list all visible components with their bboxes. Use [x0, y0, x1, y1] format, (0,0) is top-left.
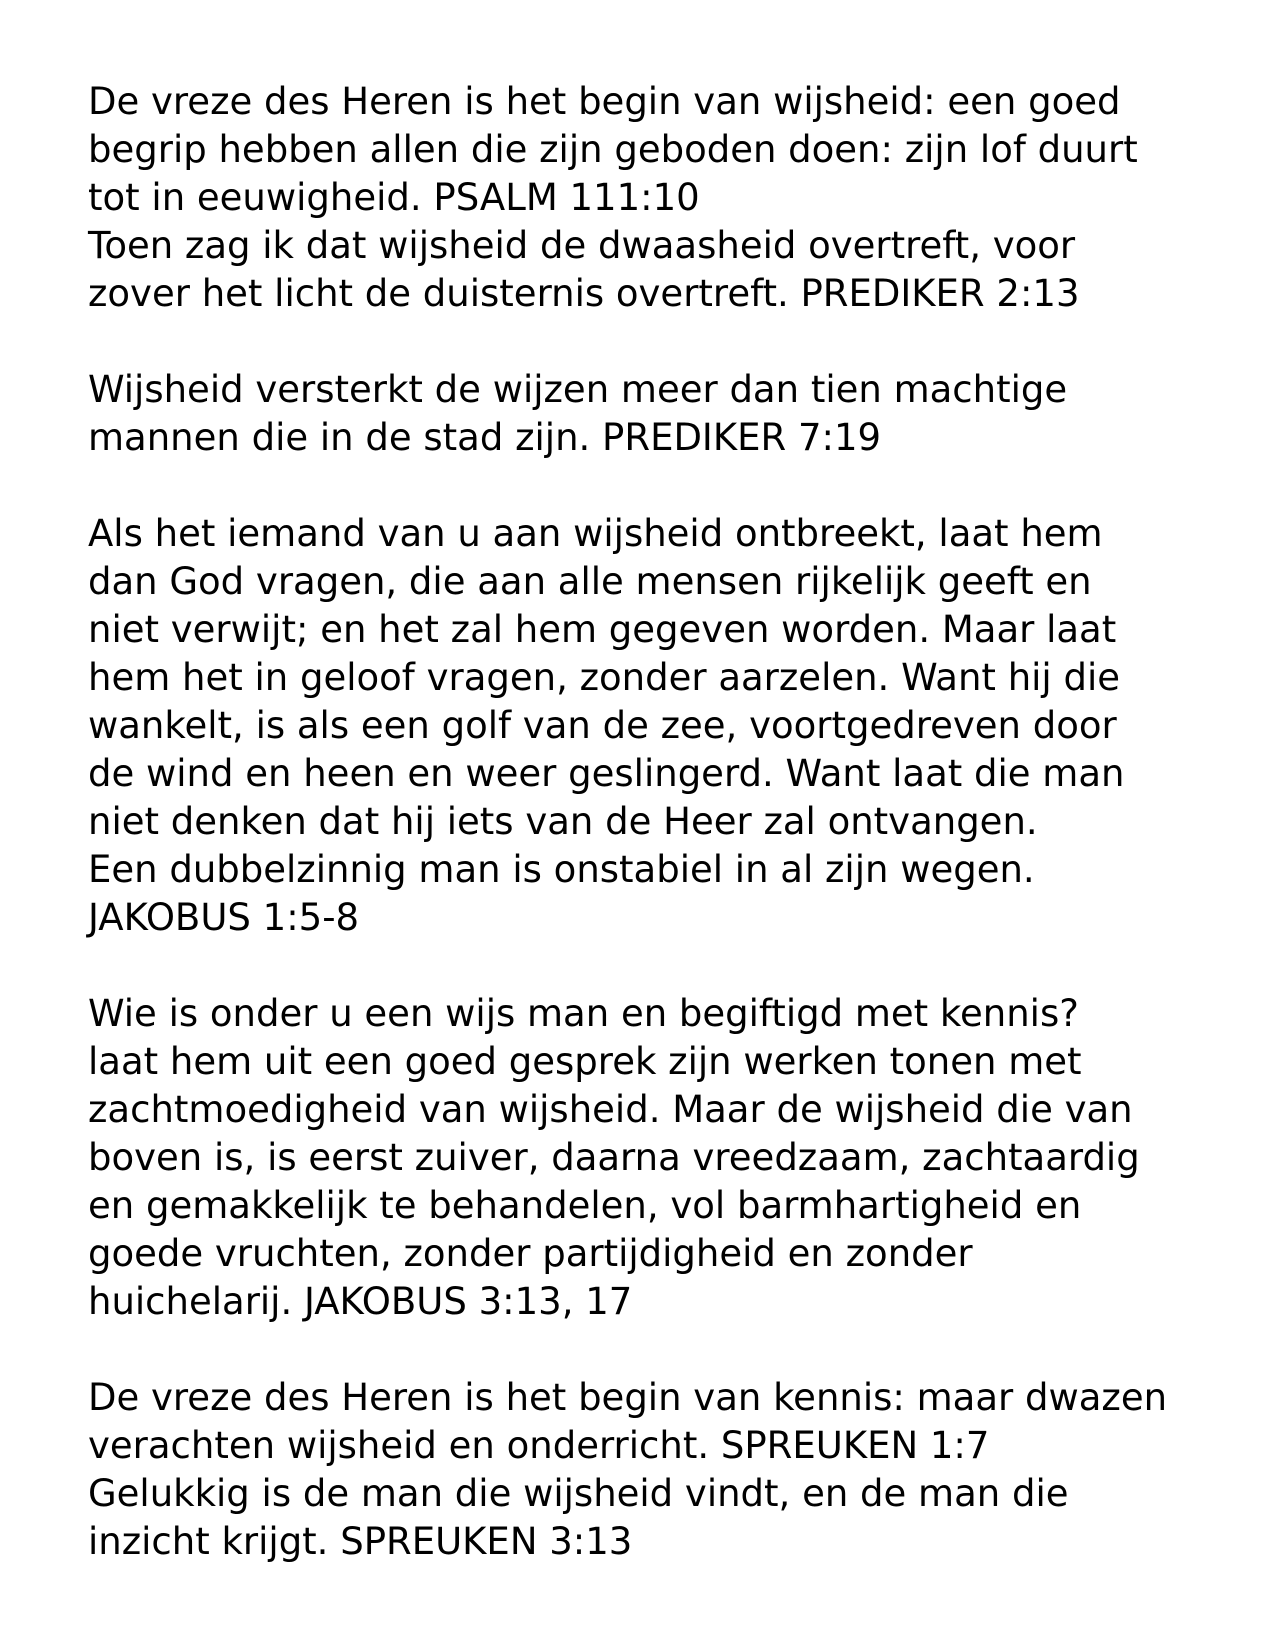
- text-line: verachten wijsheid en onderricht. SPREUKEN 1:7: [88, 1424, 990, 1467]
- text-line: hem het in geloof vragen, zonder aarzelen. Want hij die: [88, 656, 1120, 699]
- text-line: dan God vragen, die aan alle mensen rijkelijk geeft en: [88, 560, 1092, 603]
- text-line: boven is, is eerst zuiver, daarna vreedzaam, zachtaardig: [88, 1136, 1140, 1179]
- verse-block-4: [88, 990, 1238, 1326]
- text-line: begrip hebben allen die zijn geboden doen: zijn lof duurt: [88, 128, 1138, 171]
- text-line: en gemakkelijk te behandelen, vol barmhartigheid en: [88, 1184, 1082, 1227]
- text-line: zover het licht de duisternis overtreft. PREDIKER 2:13: [88, 272, 1080, 315]
- verse-block-1: [88, 78, 1238, 318]
- document-page: [88, 78, 1238, 1614]
- text-line: goede vruchten, zonder partijdigheid en zonder: [88, 1232, 973, 1275]
- text-line: mannen die in de stad zijn. PREDIKER 7:19: [88, 416, 882, 459]
- verse-block-5: [88, 1374, 1238, 1566]
- text-line: huichelarij. JAKOBUS 3:13, 17: [88, 1280, 633, 1323]
- text-line: zachtmoedigheid van wijsheid. Maar de wijsheid die van: [88, 1088, 1133, 1131]
- verse-block-2: [88, 366, 1238, 462]
- text-line: inzicht krijgt. SPREUKEN 3:13: [88, 1520, 633, 1563]
- text-line: de wind en heen en weer geslingerd. Want laat die man: [88, 752, 1125, 795]
- text-line: niet denken dat hij iets van de Heer zal ontvangen.: [88, 800, 1038, 843]
- text-line: De vreze des Heren is het begin van wijsheid: een goed: [88, 80, 1121, 123]
- text-line: niet verwijt; en het zal hem gegeven worden. Maar laat: [88, 608, 1117, 651]
- text-line: Gelukkig is de man die wijsheid vindt, en de man die: [88, 1472, 1069, 1515]
- text-line: wankelt, is als een golf van de zee, voortgedreven door: [88, 704, 1117, 747]
- text-line: tot in eeuwigheid. PSALM 111:10: [88, 176, 700, 219]
- text-line: Wie is onder u een wijs man en begiftigd met kennis?: [88, 992, 1079, 1035]
- text-line: Een dubbelzinnig man is onstabiel in al zijn wegen.: [88, 848, 1035, 891]
- text-line: Toen zag ik dat wijsheid de dwaasheid overtreft, voor: [88, 224, 1076, 267]
- verse-block-3: [88, 510, 1238, 942]
- text-line: Als het iemand van u aan wijsheid ontbreekt, laat hem: [88, 512, 1103, 555]
- text-line: laat hem uit een goed gesprek zijn werken tonen met: [88, 1040, 1082, 1083]
- text-line: JAKOBUS 1:5-8: [88, 896, 360, 939]
- text-line: Wijsheid versterkt de wijzen meer dan tien machtige: [88, 368, 1068, 411]
- text-line: De vreze des Heren is het begin van kennis: maar dwazen: [88, 1376, 1168, 1419]
